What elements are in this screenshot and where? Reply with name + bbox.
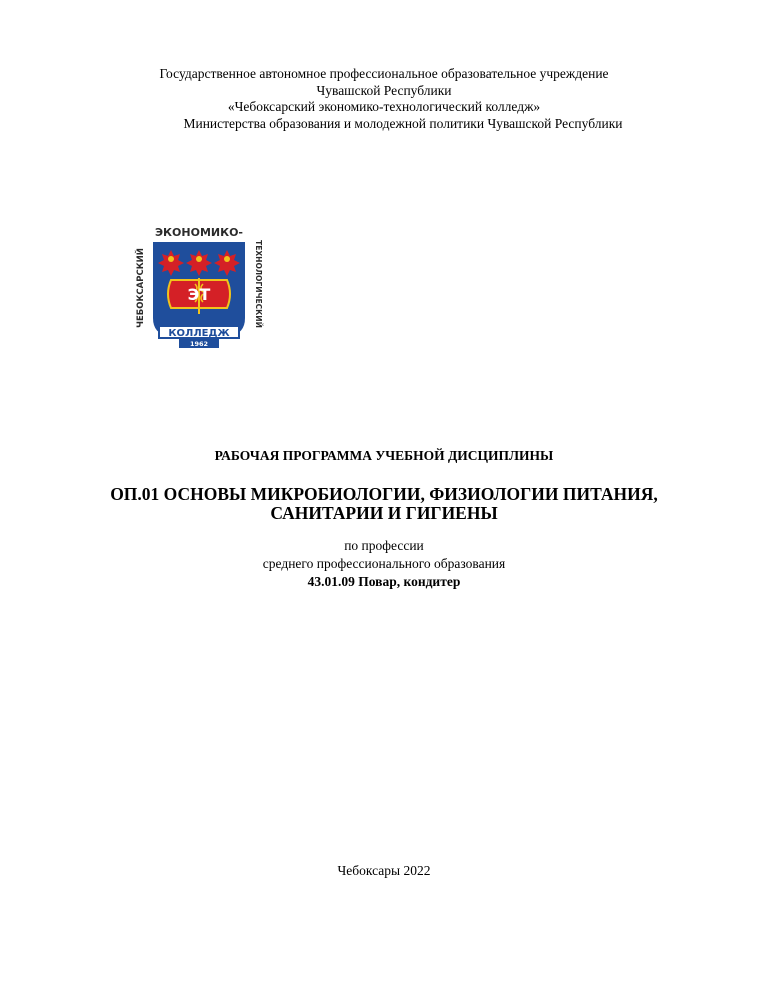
header-line-1: Государственное автономное профессиональное образовательное учреждение [159,66,609,81]
institution-header [0,66,768,132]
logo-right-text: ТЕХНОЛОГИЧЕСКИЙ [254,240,263,328]
course-title-line-2: САНИТАРИИ И ГИГИЕНЫ [270,503,498,523]
profession-line-1: по профессии [344,538,424,553]
logo-bottom-text: КОЛЛЕДЖ [168,328,230,339]
header-line-4: Министерства образования и молодежной политики Чувашской Республики [183,115,623,131]
profession-line-2: среднего профессионального образования [262,556,506,571]
logo-emblem [168,278,230,314]
logo-top-text: ЭКОНОМИКО- [154,226,244,239]
header-line-2: Чувашской Республики [316,82,452,98]
program-label: РАБОЧАЯ ПРОГРАММА УЧЕБНОЙ ДИСЦИПЛИНЫ [214,448,554,463]
course-title [0,485,768,523]
logo-emblem-text: ЭТ [187,285,211,304]
college-logo [133,222,265,354]
course-title-line-1: ОП.01 ОСНОВЫ МИКРОБИОЛОГИИ, ФИЗИОЛОГИИ ПИТАНИЯ, [110,484,658,504]
profession-block [0,537,768,591]
logo-shield [153,242,245,336]
logo-stars [158,250,240,276]
logo-banner [159,326,239,348]
header-line-3: «Чебоксарский экономико-технологический колледж» [227,99,541,114]
logo-year: 1962 [189,340,209,348]
profession-code: 43.01.09 Повар, кондитер [307,574,461,589]
city-year-footer: Чебоксары 2022 [337,863,431,878]
logo-left-text: ЧЕБОКСАРСКИЙ [136,248,146,328]
